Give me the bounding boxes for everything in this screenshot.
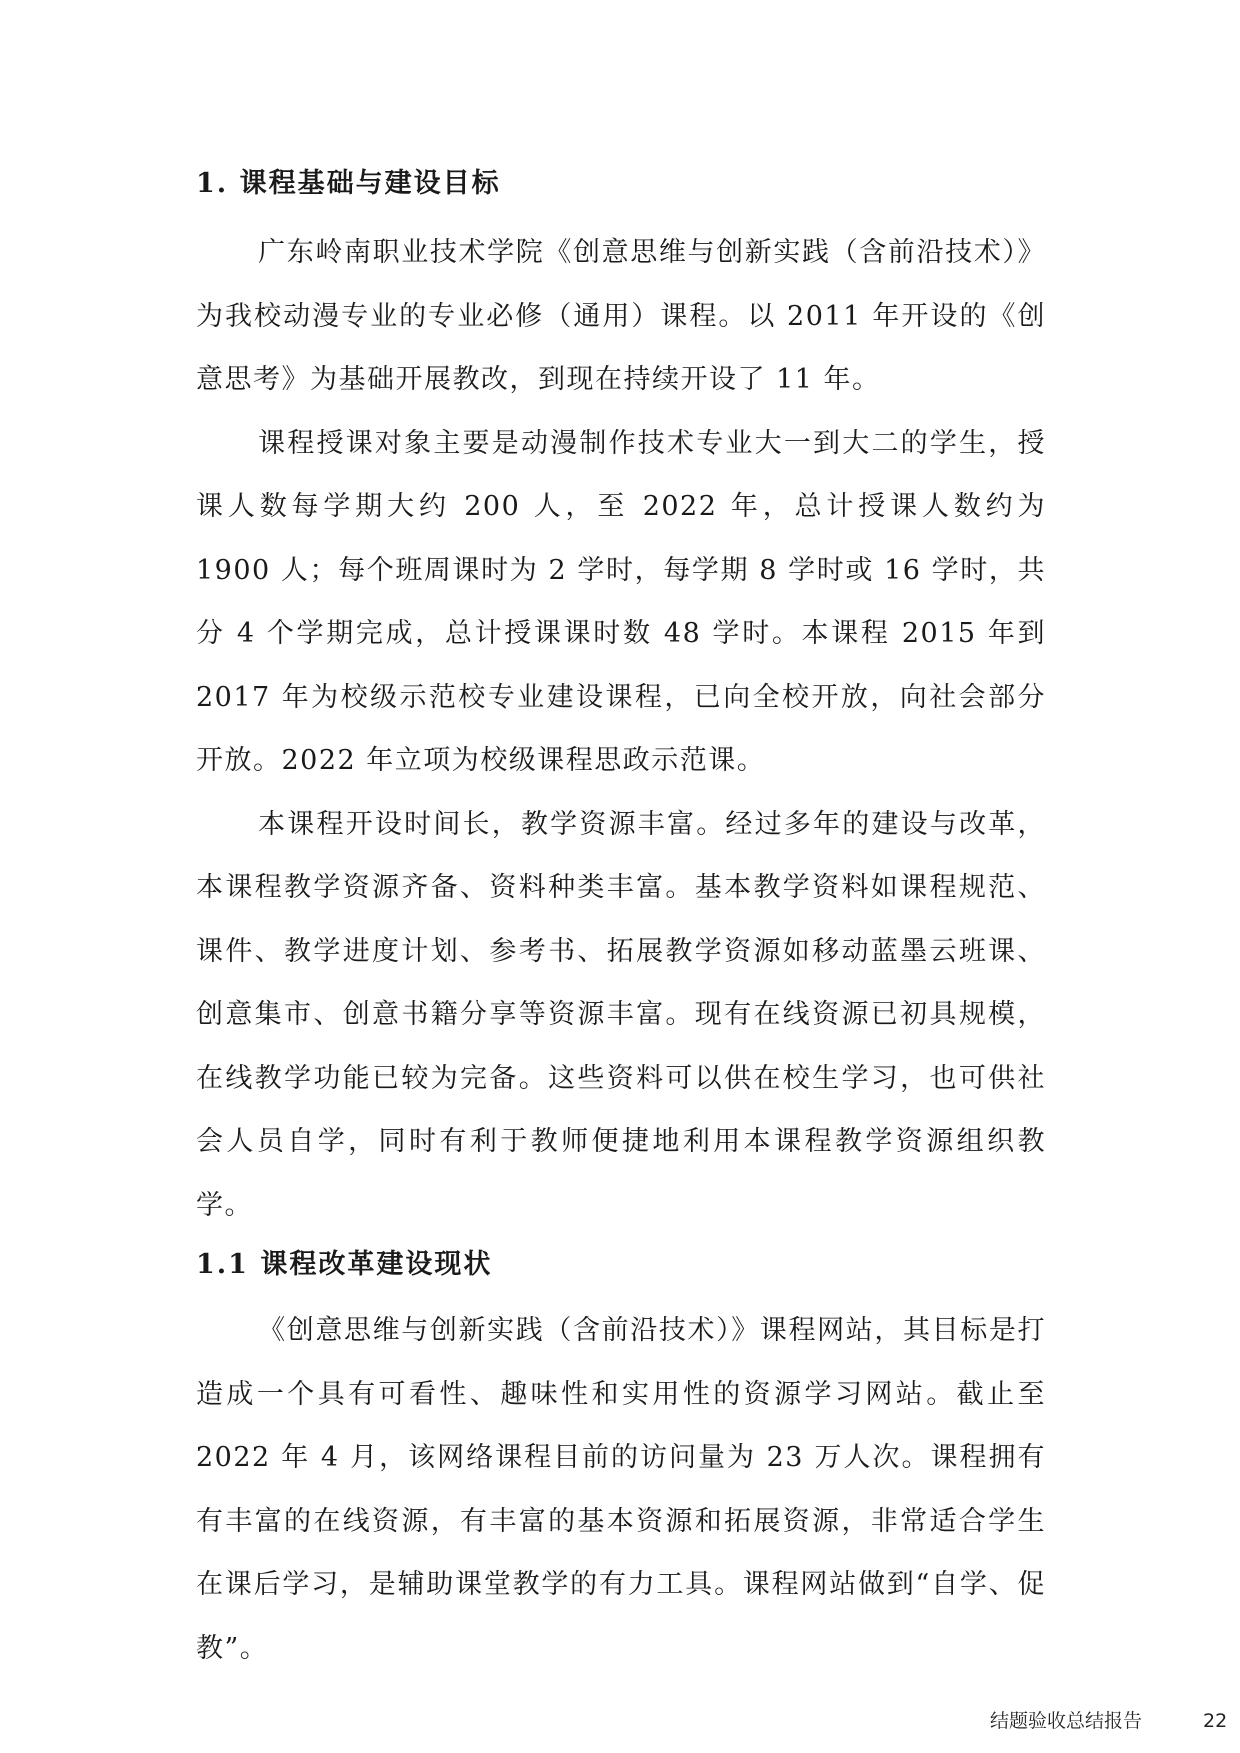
paragraph-course-audience: 课程授课对象主要是动漫制作技术专业大一到大二的学生，授课人数每学期大约 200 人，至 2022 年，总计授课人数约为 1900 人；每个班周课时为 2 学时，每学期 8 学时或 16 学时，共分 4 个学期完成，总计授课课时数 48 学时。本课程 2015 年到 2017 年为校级示范校专业建设课程，已向全校开放，向社会部分开放。2022 年立项为校级课程思政示范课。 [196, 427, 1046, 776]
document-body [196, 168, 1046, 1680]
paragraph-course-intro: 广东岭南职业技术学院《创意思维与创新实践（含前沿技术）》为我校动漫专业的专业必修（通用）课程。以 2011 年开设的《创意思考》为基础开展教改，到现在持续开设了 11 年。 [196, 237, 1046, 395]
footer-report-title: 结题验收总结报告 [990, 1710, 1143, 1732]
section-heading-1: 1. 课程基础与建设目标 [196, 168, 501, 199]
paragraph-course-resources: 本课程开设时间长，教学资源丰富。经过多年的建设与改革，本课程教学资源齐备、资料种类丰富。基本教学资料如课程规范、课件、教学进度计划、参考书、拓展教学资源如移动蓝墨云班课、创意集市、创意书籍分享等资源丰富。现有在线资源已初具规模，在线教学功能已较为完备。这些资料可以供在校生学习，也可供社会人员自学，同时有利于教师便捷地利用本课程教学资源组织教学。 [196, 808, 1046, 1221]
footer-page-number: 22 [1203, 1710, 1228, 1732]
section-heading-1-1: 1.1 课程改革建设现状 [196, 1249, 493, 1280]
paragraph-course-website: 《创意思维与创新实践（含前沿技术）》课程网站，其目标是打造成一个具有可看性、趣味性和实用性的资源学习网站。截止至 2022 年 4 月，该网络课程目前的访问量为 23 万人次。课程拥有有丰富的在线资源，有丰富的基本资源和拓展资源，非常适合学生在课后学习，是辅助课堂教学的有力工具。课程网站做到“自学、促教”。 [196, 1315, 1046, 1664]
